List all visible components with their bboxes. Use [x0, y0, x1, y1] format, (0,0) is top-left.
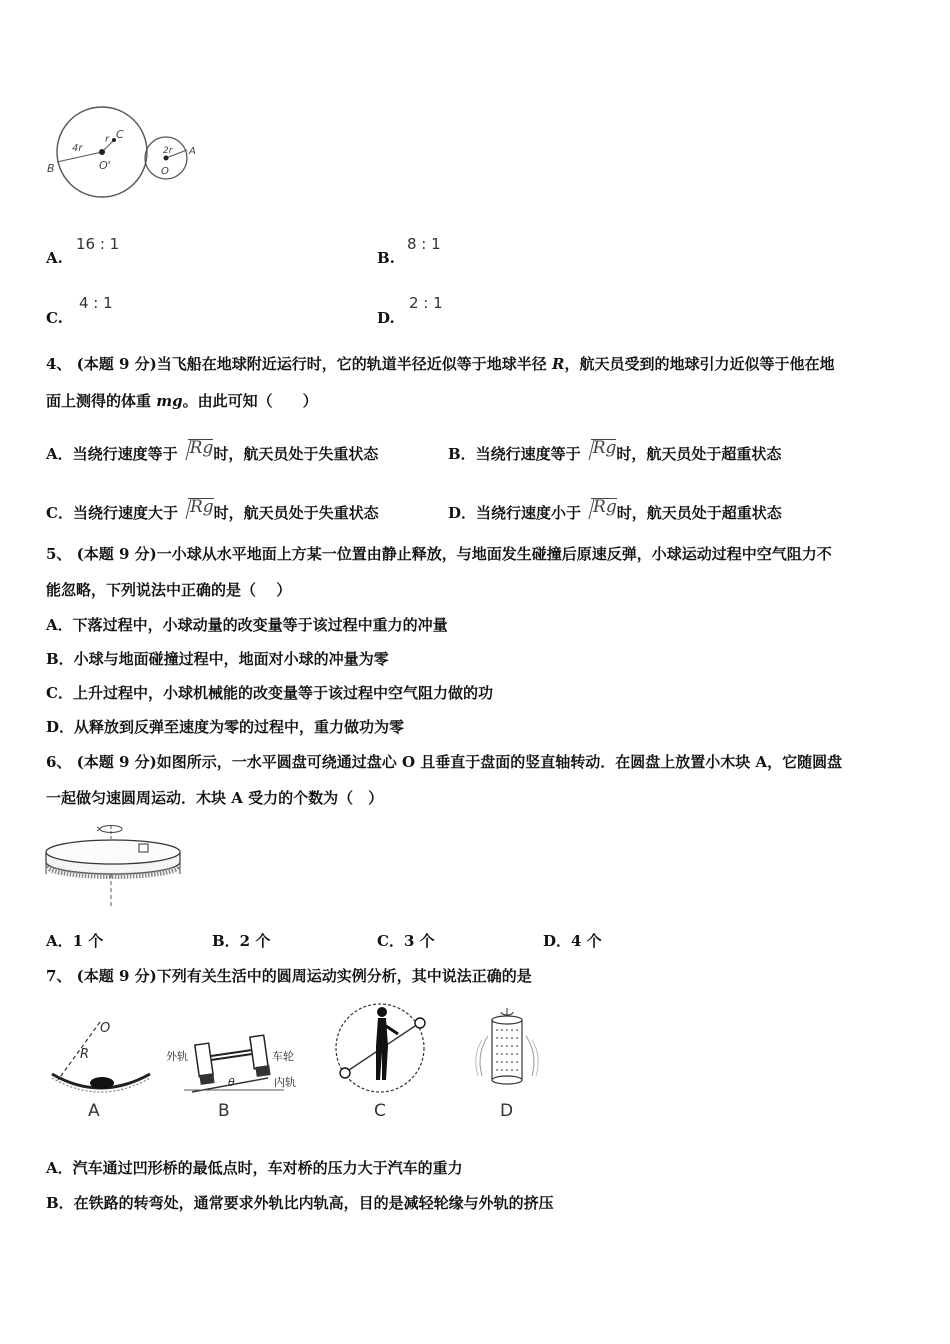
disk-top: [46, 840, 180, 864]
q3-option-b-value: 8 : 1: [407, 235, 441, 253]
person-head: [377, 1007, 387, 1017]
q6-question-line-2: 一起做匀速圆周运动．木块 A 受力的个数为（ ）: [46, 789, 384, 807]
q4-question-line-2: 面上测得的体重 mg。由此可知（ ）: [46, 392, 318, 410]
label-theta: θ: [228, 1076, 235, 1089]
left-wheel: [195, 1043, 213, 1077]
label-inner-rail: 内轨: [274, 1076, 296, 1089]
fig-letter-d: D: [500, 1101, 514, 1121]
label-4r: 4r: [72, 143, 83, 154]
car: [90, 1077, 114, 1089]
q4-option-d[interactable]: D．当绕行速度小于 Rg时，航天员处于超重状态: [448, 497, 782, 522]
label-A: A: [189, 146, 196, 157]
q4-option-c[interactable]: C．当绕行速度大于 Rg时，航天员处于失重状态: [46, 497, 379, 522]
q6-option-a[interactable]: A．1 个: [46, 932, 104, 950]
sqrt-rg: Rg: [581, 497, 617, 517]
q7-figure-c: [328, 998, 440, 1122]
q6-disk-figure: [44, 820, 186, 912]
q5-option-a[interactable]: A．下落过程中，小球动量的改变量等于该过程中重力的冲量: [46, 616, 448, 634]
q3-option-b-label[interactable]: B.: [377, 249, 395, 267]
q4-option-a[interactable]: A．当绕行速度等于 Rg时，航天员处于失重状态: [46, 438, 379, 463]
label-outer-rail: 外轨: [166, 1050, 188, 1063]
label-R: R: [80, 1047, 90, 1062]
q3-option-d-value: 2 : 1: [409, 294, 443, 312]
q3-option-c-label[interactable]: C.: [46, 309, 63, 327]
q5-question-line-1: 5、 (本题 9 分)一小球从水平地面上方某一位置由静止释放，与地面发生碰撞后原速反弹，小球运动过程中空气阻力不: [46, 545, 832, 563]
q7-option-a[interactable]: A．汽车通过凹形桥的最低点时，车对桥的压力大于汽车的重力: [46, 1159, 463, 1177]
sqrt-rg: Rg: [178, 438, 214, 458]
q5-question-line-2: 能忽略，下列说法中正确的是（ ）: [46, 581, 292, 599]
label-C: C: [116, 128, 124, 141]
q5-option-d[interactable]: D．从释放到反弹至速度为零的过程中，重力做功为零: [46, 718, 405, 736]
fig-letter-b: B: [218, 1101, 230, 1121]
label-O: O: [100, 1021, 111, 1036]
q5-option-b[interactable]: B．小球与地面碰撞过程中，地面对小球的冲量为零: [46, 650, 389, 668]
right-wheel: [250, 1035, 268, 1069]
q6-option-b[interactable]: B．2 个: [212, 932, 271, 950]
q7-question-line-1: 7、 (本题 9 分)下列有关生活中的圆周运动实例分析，其中说法正确的是: [46, 967, 532, 985]
q4-question-line-1: 4、 (本题 9 分)当飞船在地球附近运行时，它的轨道半径近似等于地球半径 R，航天员受到的地球引力近似等于他在地: [46, 355, 835, 373]
q7-figure-d: [470, 1006, 544, 1122]
fig-letter-a: A: [88, 1101, 100, 1121]
label-O: O: [161, 166, 169, 177]
q6-option-c[interactable]: C．3 个: [377, 932, 435, 950]
q3-option-a-label[interactable]: A.: [46, 249, 63, 267]
label-r: r: [105, 134, 110, 145]
q4-option-b[interactable]: B．当绕行速度等于 Rg时，航天员处于超重状态: [448, 438, 782, 463]
q6-option-d[interactable]: D．4 个: [543, 932, 602, 950]
label-O-prime: O': [99, 159, 111, 172]
q3-option-c-value: 4 : 1: [79, 294, 113, 312]
label-wheel: 车轮: [272, 1050, 294, 1063]
q7-figure-a: [48, 1010, 156, 1122]
wood-block: [139, 844, 148, 852]
sqrt-rg: Rg: [581, 438, 617, 458]
q3-figure: [44, 104, 204, 200]
fig-letter-c: C: [374, 1101, 386, 1121]
q3-option-d-label[interactable]: D.: [377, 309, 395, 327]
label-2r: 2r: [163, 146, 173, 156]
sqrt-rg: Rg: [178, 497, 214, 517]
label-B: B: [47, 162, 55, 175]
q3-option-a-value: 16 : 1: [76, 235, 120, 253]
q6-question-line-1: 6、 (本题 9 分)如图所示，一水平圆盘可绕通过盘心 O 且垂直于盘面的竖直轴转动．在圆盘上放置小木块 A，它随圆盘: [46, 753, 843, 771]
q7-figure-b: [164, 1018, 310, 1122]
q5-option-c[interactable]: C．上升过程中，小球机械能的改变量等于该过程中空气阻力做的功: [46, 684, 493, 702]
q7-option-b[interactable]: B．在铁路的转弯处，通常要求外轨比内轨高，目的是减轻轮缘与外轨的挤压: [46, 1194, 554, 1212]
